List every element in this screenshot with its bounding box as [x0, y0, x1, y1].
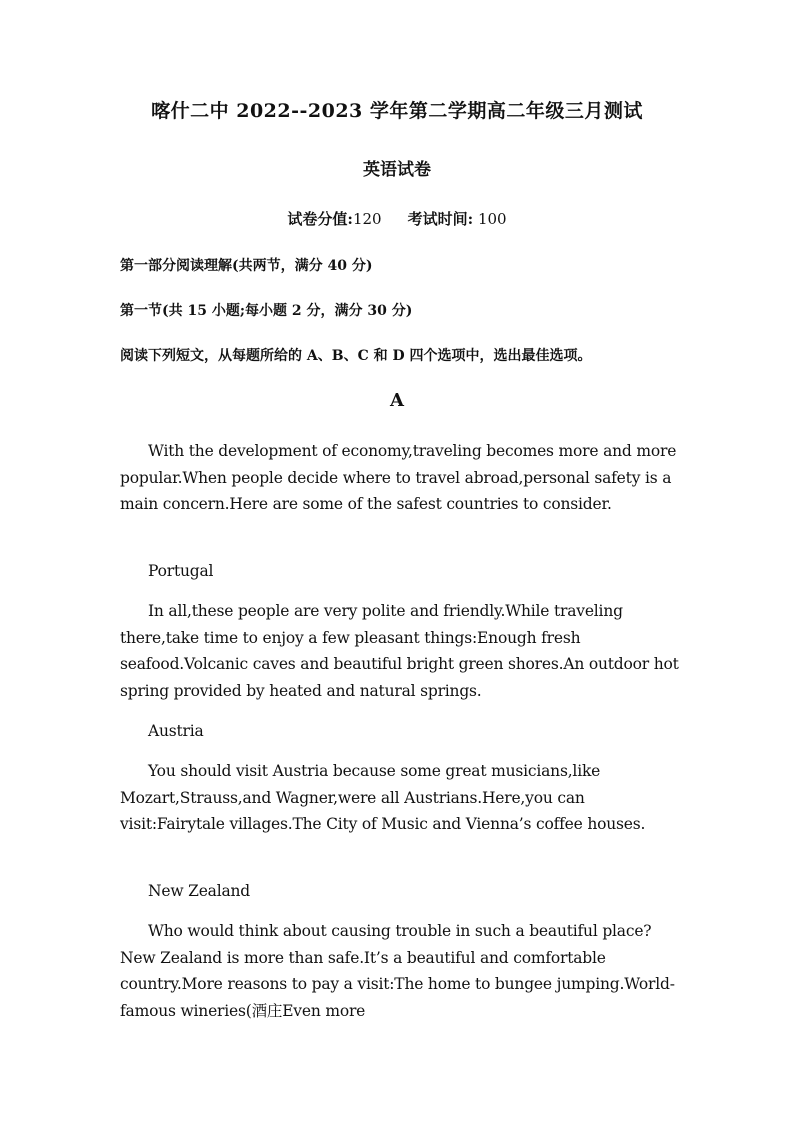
- section-portugal-text: [120, 598, 680, 705]
- score-value: 120: [352, 210, 382, 228]
- time-label: 考试时间:: [407, 210, 474, 228]
- section-newzealand-heading: [120, 878, 680, 905]
- time-value: 100: [477, 210, 507, 228]
- exam-subtitle: 英语试卷: [363, 160, 431, 180]
- reading-directive: 阅读下列短文，从每题所给的 A、B、C 和 D 四个选项中，选出最佳选项。: [120, 348, 592, 364]
- exam-title: 喀什二中 2022--2023 学年第二学期高二年级三月测试: [151, 100, 643, 122]
- passage-intro: [120, 438, 680, 518]
- section-portugal-heading: [120, 558, 680, 585]
- passage-letter: A: [390, 390, 404, 411]
- part-heading: 第一部分阅读理解(共两节，满分 40 分): [120, 258, 373, 274]
- section-austria-heading: [120, 718, 680, 745]
- section-newzealand-text: [120, 918, 680, 1025]
- country-heading: Portugal: [148, 562, 214, 580]
- intro-paragraph: With the development of economy,traveling becomes more and more popular.When people decide where to travel abroad,personal safety is a main concern.Here are some of the safest countries to consider.: [120, 442, 677, 514]
- country-paragraph: Who would think about causing trouble in such a beautiful place? New Zealand is more than safe.It’s a beautiful and comfortable country.More reasons to pay a visit:The home to bungee jumping.World-famous wineries(酒庄Even more: [120, 922, 675, 1021]
- country-heading: Austria: [148, 722, 204, 740]
- score-label: 试卷分值:: [287, 210, 353, 228]
- country-paragraph: You should visit Austria because some great musicians,like Mozart,Strauss,and Wagner,were all Austrians.Here,you can visit:Fairytale villages.The City of Music and Vienna’s coffee houses.: [120, 762, 646, 834]
- section-austria-text: [120, 758, 680, 838]
- country-paragraph: In all,these people are very polite and friendly.While traveling there,take time to enjoy a few pleasant things:Enough fresh seafood.Volcanic caves and beautiful bright green shores.An outdoor hot spring provided by heated and natural springs.: [120, 602, 679, 701]
- country-heading: New Zealand: [148, 882, 251, 900]
- exam-meta: [0, 208, 794, 229]
- section-heading: 第一节(共 15 小题;每小题 2 分，满分 30 分): [120, 303, 413, 319]
